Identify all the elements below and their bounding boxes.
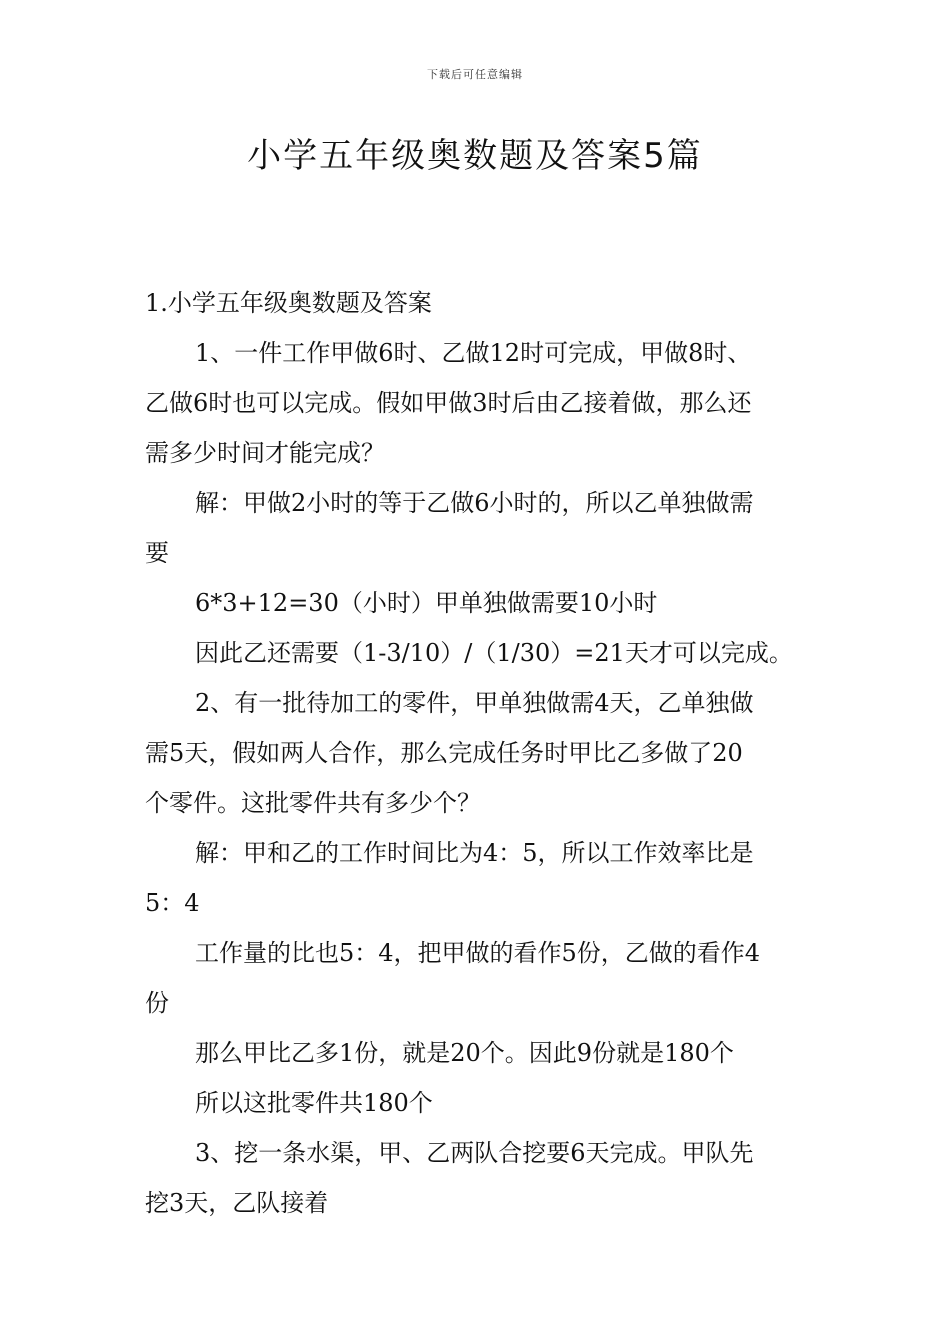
document-title: 小学五年级奥数题及答案5篇 <box>247 136 703 176</box>
body-line: 6*3+12=30（小时）甲单独做需要10小时 <box>195 589 658 617</box>
body-line: 需5天，假如两人合作，那么完成任务时甲比乙多做了20 <box>145 739 743 767</box>
body-line: 个零件。这批零件共有多少个？ <box>145 789 481 817</box>
body-line: 挖3天，乙队接着 <box>145 1189 329 1217</box>
body-line: 解：甲和乙的工作时间比为4：5，所以工作效率比是 <box>195 839 754 867</box>
document-body <box>145 278 810 1228</box>
body-line: 5：4 <box>145 889 200 917</box>
body-line: 乙做6时也可以完成。假如甲做3时后由乙接着做，那么还 <box>145 389 752 417</box>
body-line: 需多少时间才能完成？ <box>145 439 385 467</box>
body-line: 份 <box>145 989 169 1017</box>
body-line: 工作量的比也5：4，把甲做的看作5份，乙做的看作4 <box>195 939 761 967</box>
body-line: 1、一件工作甲做6时、乙做12时可完成，甲做8时、 <box>195 339 752 367</box>
page-header-note: 下载后可任意编辑 <box>427 68 523 81</box>
body-line: 所以这批零件共180个 <box>195 1089 433 1117</box>
section-heading: 1.小学五年级奥数题及答案 <box>145 289 432 317</box>
body-line: 2、有一批待加工的零件，甲单独做需4天，乙单独做 <box>195 689 754 717</box>
body-line: 那么甲比乙多1份，就是20个。因此9份就是180个 <box>195 1039 734 1067</box>
body-line: 因此乙还需要（1-3/10）/（1/30）=21天才可以完成。 <box>195 639 793 667</box>
body-line: 解：甲做2小时的等于乙做6小时的，所以乙单独做需 <box>195 489 754 517</box>
body-line: 3、挖一条水渠，甲、乙两队合挖要6天完成。甲队先 <box>195 1139 754 1167</box>
body-line: 要 <box>145 539 169 567</box>
